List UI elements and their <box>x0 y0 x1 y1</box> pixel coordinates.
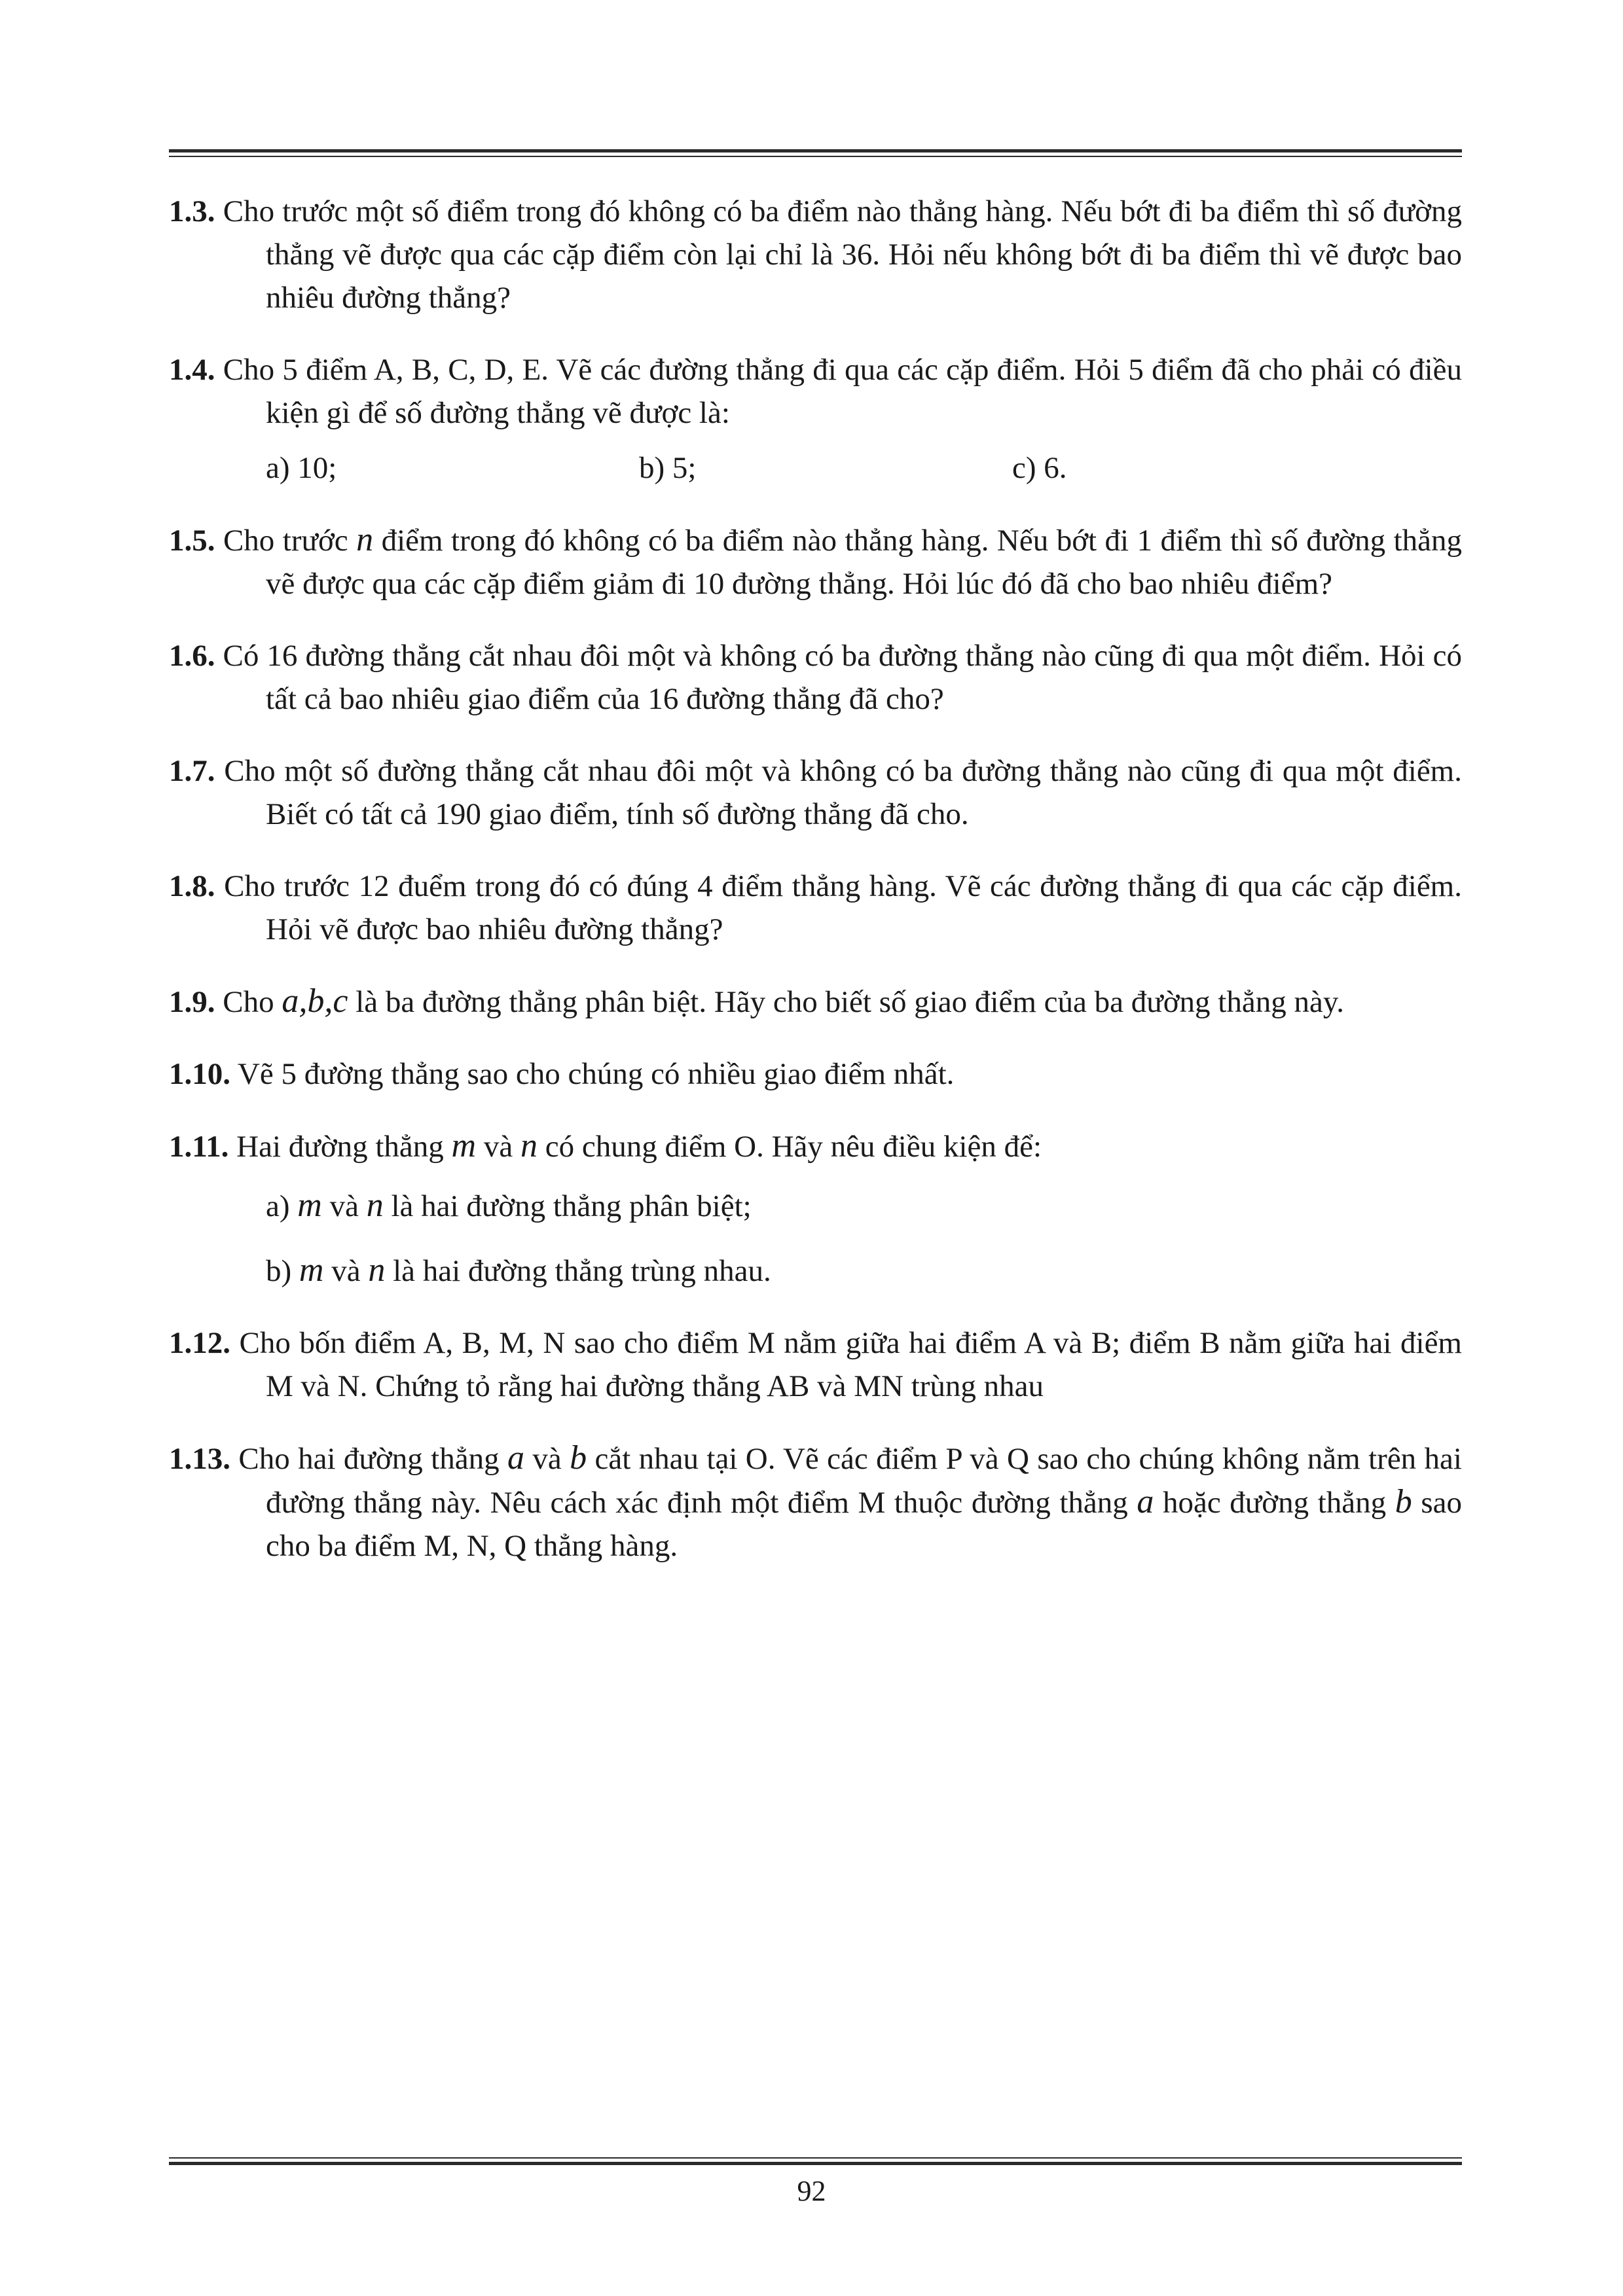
problem-number: 1.8. <box>169 869 215 903</box>
problem-text: và <box>476 1130 520 1164</box>
math-var: n <box>520 1127 538 1164</box>
math-var: m <box>297 1187 322 1224</box>
sub-label: b) <box>266 1254 299 1288</box>
problem-list <box>169 190 1462 1596</box>
problem-1-4 <box>169 348 1462 435</box>
problem-text: Vẽ 5 đường thẳng sao cho chúng có nhiều giao điểm nhất. <box>230 1057 955 1091</box>
problem-1-13 <box>169 1437 1462 1568</box>
problem-number: 1.3. <box>169 194 215 228</box>
sub-text: và <box>323 1254 369 1288</box>
sub-text: là hai đường thẳng trùng nhau. <box>385 1254 771 1288</box>
option-b: b) 5; <box>639 451 697 485</box>
math-var: m <box>299 1251 324 1289</box>
sub-text: và <box>321 1189 367 1223</box>
problem-1-10 <box>169 1052 1462 1096</box>
problem-text: điểm trong đó không có ba điểm nào thẳng hàng. Nếu bớt đi 1 điểm thì số đường thẳng vẽ được qua các cặp điểm giảm đi 10 đường thẳng. Hỏi lúc đó đã cho bao nhiêu điểm? <box>266 524 1462 601</box>
option-c: c) 6. <box>1012 451 1067 485</box>
problem-text: là ba đường thẳng phân biệt. Hãy cho biết số giao điểm của ba đường thẳng này. <box>348 985 1345 1019</box>
problem-1-11-part-a <box>266 1184 1462 1228</box>
header-rule-thin <box>169 156 1462 157</box>
problem-text: Cho <box>215 985 282 1019</box>
problem-text: Cho trước <box>215 524 357 558</box>
problem-1-7 <box>169 749 1462 836</box>
problem-1-8 <box>169 865 1462 951</box>
math-var: m <box>451 1127 477 1164</box>
footer-rule-thin <box>169 2157 1462 2159</box>
problem-number: 1.12. <box>169 1326 230 1360</box>
math-var: a <box>1137 1483 1154 1520</box>
problem-number: 1.6. <box>169 639 215 673</box>
problem-number: 1.13. <box>169 1442 230 1476</box>
page-number: 92 <box>797 2175 826 2207</box>
problem-number: 1.11. <box>169 1130 229 1164</box>
problem-1-6 <box>169 634 1462 721</box>
problem-1-3 <box>169 190 1462 319</box>
sub-text: là hai đường thẳng phân biệt; <box>383 1189 752 1223</box>
problem-text: Cho hai đường thẳng <box>230 1442 507 1476</box>
option-a: a) 10; <box>266 451 337 485</box>
problem-text: Hai đường thẳng <box>228 1130 452 1164</box>
math-var: n <box>366 1187 384 1224</box>
problem-1-9 <box>169 980 1462 1024</box>
problem-text: sao cho ba điểm M, N, Q thẳng hàng. <box>266 1486 1463 1563</box>
problem-text: Có 16 đường thẳng cắt nhau đôi một và không có ba đường thẳng nào cũng đi qua một điểm. Hỏi có tất cả bao nhiêu giao điểm của 16 đường thẳng đã cho? <box>215 639 1462 716</box>
problem-text: cắt nhau tại O. Vẽ các điểm P và Q sao cho chúng không nằm trên hai đường thẳng này. Nêu cách xác định một điểm M thuộc đường thẳng <box>266 1442 1462 1520</box>
problem-text: có chung điểm O. Hãy nêu điều kiện để: <box>537 1130 1042 1164</box>
problem-text: Cho một số đường thẳng cắt nhau đôi một và không có ba đường thẳng nào cũng đi qua một điểm. Biết có tất cả 190 giao điểm, tính số đường thẳng đã cho. <box>215 754 1462 831</box>
math-var: n <box>356 521 374 558</box>
problem-1-12 <box>169 1321 1462 1408</box>
problem-1-11 <box>169 1124 1462 1168</box>
problem-text: hoặc đường thẳng <box>1154 1486 1395 1520</box>
problem-text: Cho bốn điểm A, B, M, N sao cho điểm M nằm giữa hai điểm A và B; điểm B nằm giữa hai điểm M và N. Chứng tỏ rằng hai đường thẳng AB và MN trùng nhau <box>230 1326 1462 1403</box>
footer-rule-thick <box>169 2162 1462 2165</box>
problem-number: 1.5. <box>169 524 215 558</box>
problem-text: Cho trước 12 đuểm trong đó có đúng 4 điểm thẳng hàng. Vẽ các đường thẳng đi qua các cặp điểm. Hỏi vẽ được bao nhiêu đường thẳng? <box>215 869 1462 946</box>
sub-label: a) <box>266 1189 298 1223</box>
problem-1-4-options <box>266 446 1462 490</box>
problem-1-5 <box>169 518 1462 605</box>
problem-text: Cho 5 điểm A, B, C, D, E. Vẽ các đường thẳng đi qua các cặp điểm. Hỏi 5 điểm đã cho phải có điều kiện gì để số đường thẳng vẽ được là: <box>215 353 1462 430</box>
problem-number: 1.7. <box>169 754 215 788</box>
header-rule-thick <box>169 149 1462 152</box>
problem-text: Cho trước một số điểm trong đó không có ba điểm nào thẳng hàng. Nếu bớt đi ba điểm thì số đường thẳng vẽ được qua các cặp điểm còn lại chỉ là 36. Hỏi nếu không bớt đi ba điểm thì vẽ được bao nhiêu đường thẳng? <box>215 194 1462 315</box>
problem-text: và <box>524 1442 570 1476</box>
problem-1-11-part-b <box>266 1249 1462 1293</box>
math-var: a,b,c <box>282 982 348 1020</box>
problem-number: 1.10. <box>169 1057 230 1091</box>
math-var: a <box>507 1439 524 1477</box>
math-var: b <box>570 1439 587 1477</box>
math-var: b <box>1395 1483 1412 1520</box>
problem-number: 1.4. <box>169 353 215 387</box>
problem-number: 1.9. <box>169 985 215 1019</box>
math-var: n <box>368 1251 386 1289</box>
